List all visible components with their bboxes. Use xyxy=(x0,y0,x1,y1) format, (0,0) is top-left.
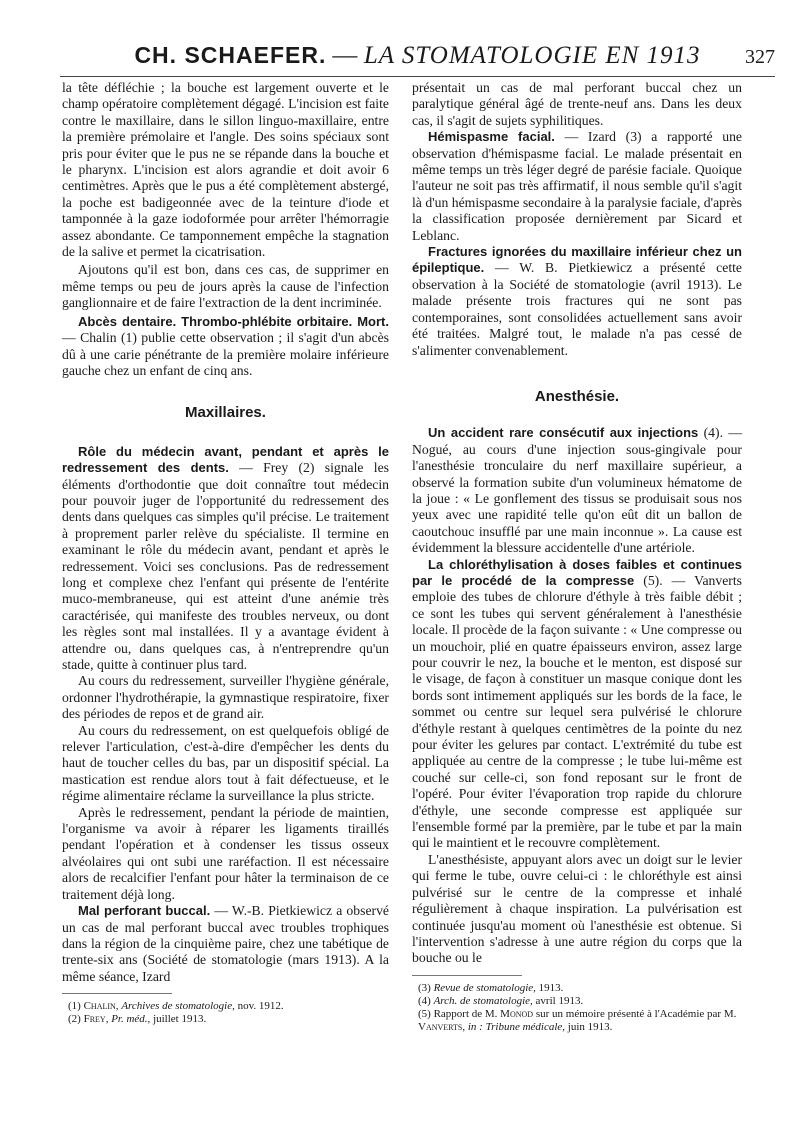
paragraph-title: Fractures ignorées du maxillaire inférieur chez un épileptique. xyxy=(412,244,742,276)
left-column xyxy=(62,80,389,1026)
paragraph-title: Mal perforant buccal. xyxy=(78,903,211,919)
running-head xyxy=(60,42,775,70)
paragraph xyxy=(412,425,742,556)
footnote-author: Chalin, xyxy=(83,1000,119,1013)
footnote: (2) Frey, Pr. méd., juillet 1913. xyxy=(68,1013,207,1026)
paragraph xyxy=(412,557,742,852)
footnote-ref: (5). xyxy=(643,572,663,588)
header-title: LA STOMATOLOGIE EN 1913 xyxy=(363,42,701,69)
footnote-source: Archives de stomatologie, xyxy=(121,1000,235,1013)
paragraph xyxy=(62,444,389,674)
footnote-rule xyxy=(412,975,522,982)
footnote-source: Revue de stomatologie, xyxy=(433,981,536,994)
section-heading: Maxillaires. xyxy=(185,404,266,422)
paragraph-title: La chloréthylisation à doses faibles et continues par le procédé de la compresse xyxy=(412,556,742,588)
paragraph-title: Rôle du médecin avant, pendant et après le redressement des dents. xyxy=(62,443,389,476)
paragraph: Après le redressement, pendant la période de maintien, l'organisme va avoir à réparer les ligaments tiraillés pendant l'opération et à condenser les tissus osseux alvéolaires qui ont subi une raréfaction. Il est nécessaire alors de recalcifier l'enfant pour hâter la terminaison de ce traitement déjà long. xyxy=(62,804,389,902)
paragraph-title: Hémispasme facial. xyxy=(428,129,555,145)
header-author: CH. SCHAEFER. xyxy=(134,42,327,68)
right-column xyxy=(412,80,742,1034)
paragraph-text: — W. B. Pietkiewicz a présenté cette observation à la Société de stomatologie (avril 1913). Le malade présente trois fractures qui ne sont pas contemporaines, sont consolidées actuellement sans avoir été traitées. Malgré tout, le malade n'a pas cessé de s'alimenter convenablement. xyxy=(412,260,743,358)
footnote: (3) Revue de stomatologie, 1913. xyxy=(418,981,564,994)
running-header xyxy=(60,40,775,77)
paragraph: la tête défléchie ; la bouche est largement ouverte et le champ opératoire complètement dégagé. L'incision est faite contre le maxillaire, dans le sillon linguo-maxillaire, entre la première prémolaire et l'angle. Des soins spéciaux sont pris pour éviter que le pus ne se répande dans la bouche et le pharynx. L'incision est alors agrandie et doit avoir 6 centimètres. Après que le pus a été complètement abstergé, la poche est badigeonnée avec de la teinture d'iode et tamponnée à la gaze iodoformée pour arrêter l'hémorragie assez abondante. Ce tamponnement empêche la stagnation de la salive et permet la cicatrisation. xyxy=(62,80,389,260)
paragraph xyxy=(412,244,742,359)
footnote-author: M. Vanverts, xyxy=(418,1007,737,1033)
footnote-source: Pr. méd., xyxy=(111,1013,151,1026)
paragraph-text: — Chalin (1) publie cette observation ; il s'agit d'un abcès dû à une carie pénétrante de la première molaire inférieure gauche chez un enfant de cinq ans. xyxy=(62,330,389,378)
paragraph-text: — Nogué, au cours d'une injection sous-gingivale pour l'anesthésie tronculaire du nerf maxillaire supérieur, a observé la formation subite d'un volumineux hématome de la joue : « Le gonflement des tissus se produisait sous nos yeux avec une rapidité telle qu'on eût dit un ballon de caoutchouc insufflé par une main inconnue ». La cause est évidemment la blessure accidentelle d'une artériole. xyxy=(412,425,743,556)
paragraph xyxy=(62,903,389,985)
footnote-source: Arch. de stomatologie, xyxy=(433,994,533,1007)
footnote-ref: (4). xyxy=(703,425,723,441)
footnote-rule xyxy=(62,993,172,1000)
section-heading: Anesthésie. xyxy=(534,387,620,405)
footnote-author: Frey, xyxy=(83,1013,109,1026)
paragraph: Au cours du redressement, on est quelquefois obligé de relever l'articulation, c'est-à-dire d'empêcher les dents du haut de toucher celles du bas, par un dispositif spécial. La mastication est rendue alors tout à fait défectueuse, et le régime alimentaire réclame la surveillance la plus stricte. xyxy=(62,722,389,804)
paragraph xyxy=(412,129,742,244)
paragraph: L'anesthésiste, appuyant alors avec un doigt sur le levier qui ferme le tube, ouvre celui-ci : le chloréthyle est ainsi pulvérisé sur le centre de la compresse et inhalé régulièrement à chaque inspiration. La pulvérisation est continuée jusqu'au moment où l'anesthésie est obtenue. Si l'intervention s'adresse à une autre région du corps que la bouche ou le xyxy=(412,851,742,966)
paragraph-title: Un accident rare consécutif aux injections xyxy=(428,425,699,441)
footnote-author: M. Monod xyxy=(484,1007,534,1020)
page-number: 327 xyxy=(745,46,775,68)
paragraph: Ajoutons qu'il est bon, dans ces cas, de supprimer en même temps ou peu de jours après la cause de l'infection ganglionnaire et de faire l'extraction de la dent incriminée. xyxy=(62,262,389,311)
paragraph-text: — Frey (2) signale les éléments d'orthodontie que doit connaître tout médecin pour pouvoir juger de l'opportunité du redressement des dents dans quelques cas simples qu'il précise. Le traitement à proprement parler relève du spécialiste. Il termine en examinant le rôle du médecin avant, pendant et après le redressement. Voici ses conclusions. Pas de redressement long et complexe chez l'enfant qui présente de l'entérite muco-membraneuse, qui est atteint d'une anémie très caractérisée, qui manifeste des troubles nerveux, ou dont les règles sont mal installées. Il y a avantage évident à attendre ou, dans quelques cas, à n'entreprendre qu'un stade, quitte à continuer plus tard. xyxy=(62,460,389,672)
paragraph xyxy=(62,314,389,380)
paragraph-text: — W.-B. Pietkiewicz a observé un cas de mal perforant buccal avec troubles trophiques dans la région de la cinquième paire, chez une tabétique de trente-six ans (Société de stomatologie (mars 1913). A la même séance, Izard xyxy=(62,903,389,984)
paragraph-text: — Izard (3) a rapporté une observation d'hémispasme facial. Le malade présentait en même temps un très léger degré de parésie faciale. Quoique l'auteur ne soit pas très affirmatif, il nous semble qu'il s'agit là d'un hémispasme secondaire à la paralysie faciale, d'après la classification proposée dernièrement par Sicard et Leblanc. xyxy=(412,129,742,243)
paragraph: Au cours du redressement, surveiller l'hygiène générale, ordonner l'hydrothérapie, la gymnastique respiratoire, fixer des périodes de repos et de grand air. xyxy=(62,673,389,722)
footnote: (1) Chalin, Archives de stomatologie, nov. 1912. xyxy=(68,1000,284,1013)
footnote-source: Tribune médicale, xyxy=(485,1020,566,1033)
footnote: (5) Rapport de M. Monod sur un mémoire présenté à l'Académie par M. Vanverts, in : Tribune médicale, juin 1913. xyxy=(418,1007,737,1033)
paragraph-title: Abcès dentaire. Thrombo-phlébite orbitaire. Mort. xyxy=(78,313,389,329)
paragraph-text: — Vanverts emploie des tubes de chlorure d'éthyle à très faible débit ; ce sont les tubes qui servent généralement à l'anesthésie locale. Il procède de la façon suivante : « Une compresse ou un mouchoir, plié en quatre épaisseurs environ, assez large pour couvrir le nez, la bouche et le menton, est disposé sur le visage, de façon à constituer un masque conique dont les bords sont intimement appliqués sur les bords de la face, le sommet ou centre sur lequel sera pulvérisé le chlorure d'éthyle restant à quelques centimètres de la pointe du nez pour éviter les gelures par contact. L'extrémité du tube est appliquée au centre de la compresse ; le tube lui-même est couché sur celle-ci, son fond reposant sur le front de l'opéré. Pour éviter l'évaporation trop rapide du chlorure d'éthyle, une seconde compresse est appliquée sur l'ensemble formé par la première, par le tube et par la main qui le maintient et le recouvre complètement. xyxy=(412,572,742,851)
footnote: (4) Arch. de stomatologie, avril 1913. xyxy=(418,994,584,1007)
header-separator: — xyxy=(332,42,358,69)
paragraph: présentait un cas de mal perforant buccal chez un paralytique général âgé de trente-neuf ans. Dans les deux cas, il s'agit de sujets syphilitiques. xyxy=(412,80,742,128)
